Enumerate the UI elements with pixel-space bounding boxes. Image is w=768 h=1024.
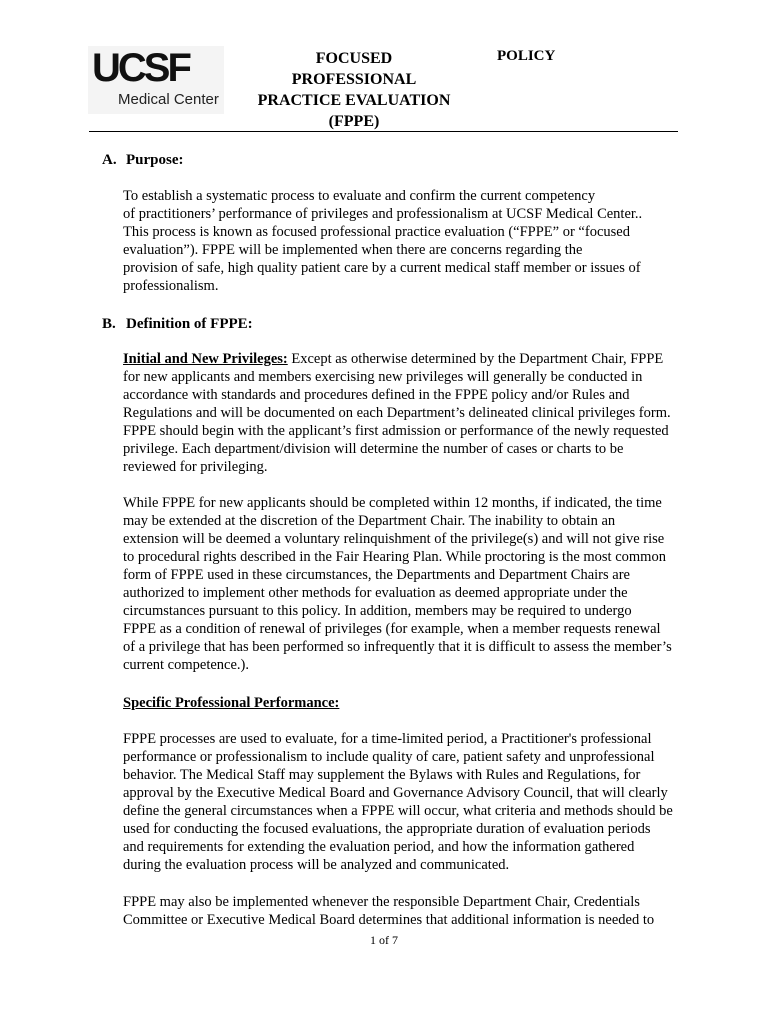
text-line: privilege. Each department/division will determine the number of cases or charts to be (123, 441, 624, 457)
document-type: POLICY (497, 48, 556, 64)
text-line: While FPPE for new applicants should be completed within 12 months, if indicated, the time (123, 495, 662, 511)
title-line: (FPPE) (328, 113, 380, 130)
text-line: approval by the Executive Medical Board and Governance Advisory Council, that will clearly (123, 785, 668, 801)
text-line: FPPE processes are used to evaluate, for a time-limited period, a Practitioner's professional (123, 731, 652, 747)
text-line: performance or professionalism to include quality of care, patient safety and unprofessional (123, 749, 655, 765)
text-line: provision of safe, high quality patient care by a current medical staff member or issues of (123, 260, 641, 276)
specific-performance-label: Specific Professional Performance: (123, 695, 340, 711)
text-line: for new applicants and members exercising new privileges will generally be conducted in (123, 369, 643, 385)
text-line: current competence.). (123, 657, 249, 673)
text-line: authorized to implement other methods for evaluation as deemed appropriate under the (123, 585, 628, 601)
extension-paragraph (123, 494, 703, 674)
text-line: To establish a systematic process to evaluate and confirm the current competency (123, 188, 596, 204)
text-line: professionalism. (123, 278, 219, 294)
text-line: evaluation”). FPPE will be implemented when there are concerns regarding the (123, 242, 583, 258)
text-line: during the evaluation process will be analyzed and communicated. (123, 857, 510, 873)
specific-performance-paragraph (123, 730, 703, 874)
text-line: circumstances pursuant to this policy. In addition, members may be required to undergo (123, 603, 632, 619)
section-b-heading (102, 315, 253, 333)
additional-fppe-paragraph (123, 893, 703, 929)
text-line: Regulations and will be documented on each Department’s delineated clinical privileges form. (123, 405, 671, 421)
text-line: and requirements for extending the evaluation period, and how the information gathered (123, 839, 635, 855)
logo-subtitle: Medical Center (118, 91, 219, 108)
text-line: behavior. The Medical Staff may supplement the Bylaws with Rules and Regulations, for (123, 767, 641, 783)
section-title: Definition of FPPE: (126, 316, 253, 332)
text-line: may be extended at the discretion of the Department Chair. The inability to obtain an (123, 513, 616, 529)
text-line: used for conducting the focused evaluations, the appropriate duration of evaluation periods (123, 821, 651, 837)
text-run: Except as otherwise determined by the Department Chair, FPPE (287, 351, 664, 367)
title-line: FOCUSED (315, 50, 393, 67)
title-line: PRACTICE EVALUATION (257, 92, 451, 109)
section-letter: A. (102, 152, 117, 168)
document-title (236, 48, 472, 132)
title-line: PROFESSIONAL (291, 71, 417, 88)
text-line: form of FPPE used in these circumstances, the Departments and Department Chairs are (123, 567, 630, 583)
initial-privileges-label: Initial and New Privileges: (123, 351, 288, 367)
text-line: extension will be deemed a voluntary relinquishment of the privilege(s) and will not give rise (123, 531, 665, 547)
ucsf-logo (88, 46, 224, 114)
text-line: define the general circumstances when a FPPE will occur, what criteria and methods should be (123, 803, 673, 819)
section-title: Purpose: (126, 152, 184, 168)
text-line: accordance with standards and procedures defined in the FPPE policy and/or Rules and (123, 387, 630, 403)
text-line: of practitioners’ performance of privileges and professionalism at UCSF Medical Center.. (123, 206, 643, 222)
logo-wordmark: UCSF (92, 46, 189, 90)
text-line: FPPE may also be implemented whenever the responsible Department Chair, Credentials (123, 894, 640, 910)
text-line (123, 694, 703, 712)
text-line: FPPE should begin with the applicant’s first admission or performance of the newly requested (123, 423, 669, 439)
text-line: This process is known as focused professional practice evaluation (“FPPE” or “focused (123, 224, 630, 240)
text-line: Committee or Executive Medical Board determines that additional information is needed to (123, 912, 655, 928)
header-divider (89, 131, 678, 132)
text-line (123, 350, 703, 368)
section-a-heading (102, 151, 184, 169)
specific-performance-heading (123, 694, 703, 712)
text-line: of a privilege that has been performed so infrequently that it is difficult to assess the member’s (123, 639, 672, 655)
page-number: 1 of 7 (370, 933, 398, 947)
purpose-paragraph (123, 187, 703, 295)
text-line: reviewed for privileging. (123, 459, 268, 475)
text-line: to procedural rights described in the Fair Hearing Plan. While proctoring is the most common (123, 549, 666, 565)
initial-privileges-paragraph (123, 350, 703, 476)
section-letter: B. (102, 316, 116, 332)
text-line: FPPE as a condition of renewal of privileges (for example, when a member requests renewal (123, 621, 661, 637)
